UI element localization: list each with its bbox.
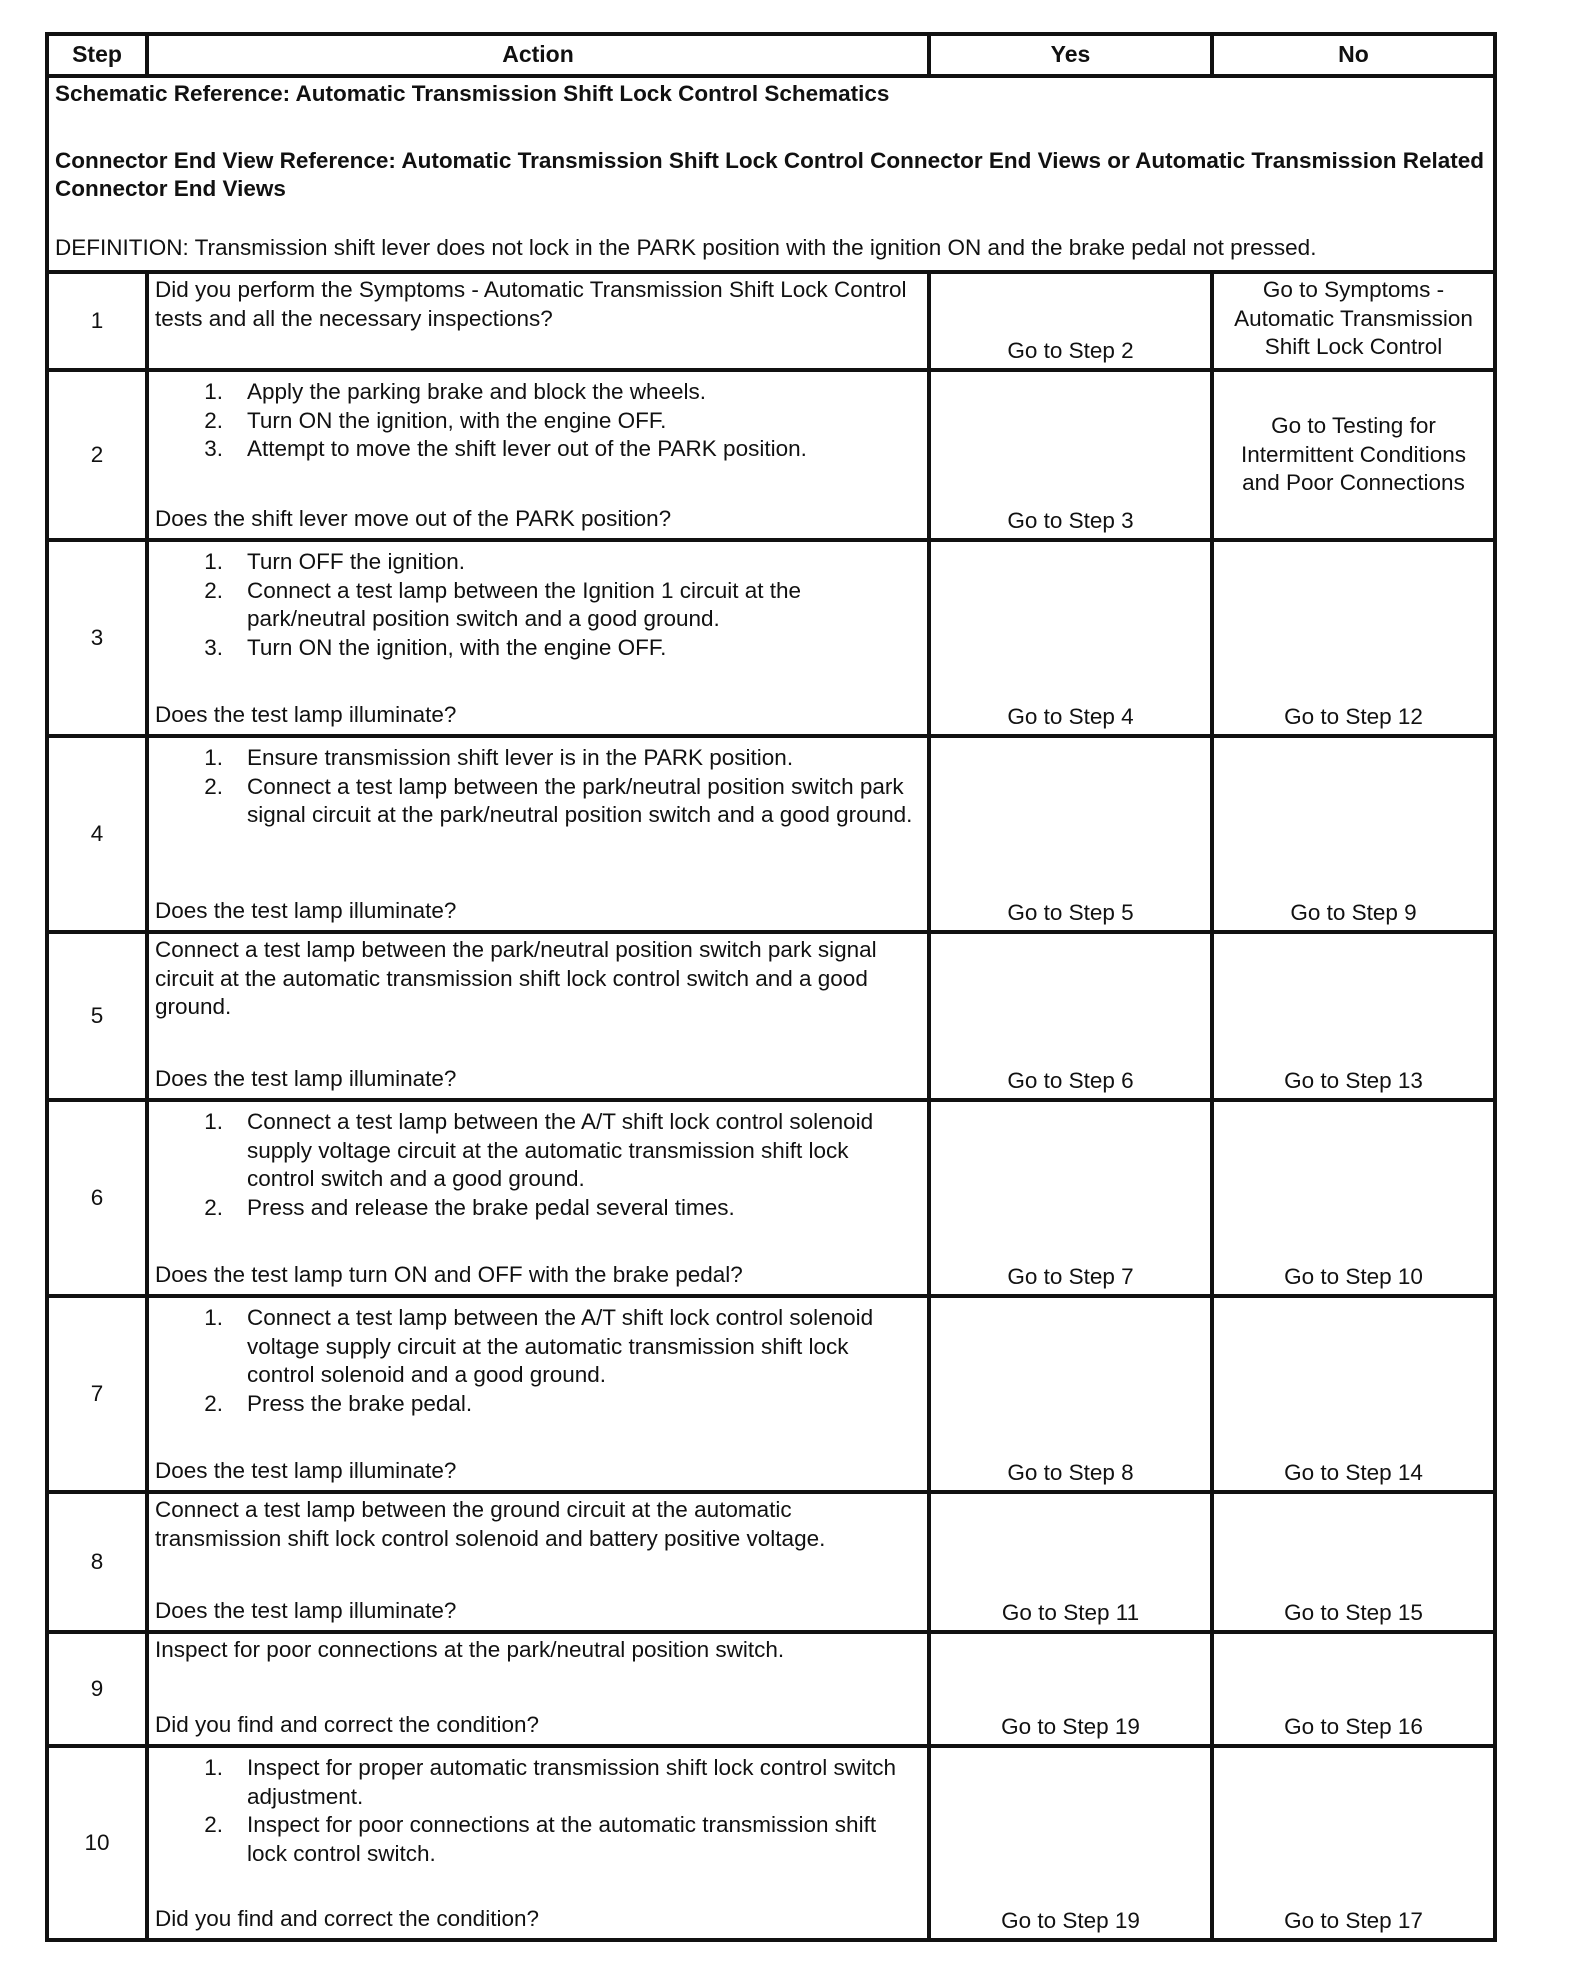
list-item: 1. Apply the parking brake and block the wheels.: [204, 379, 707, 404]
connector-reference: Connector End View Reference: Automatic Transmission Shift Lock Control Connector End Views or Automatic Transmission Related Connector End Views: [55, 147, 1485, 202]
question-text: Does the shift lever move out of the PARK position?: [155, 506, 672, 532]
question-text: Did you find and correct the condition?: [155, 1712, 539, 1738]
no-cell: Go to Symptoms - Automatic Transmission Shift Lock Control: [1212, 272, 1495, 370]
no-cell: Go to Testing for Intermittent Conditions and Poor Connections: [1212, 370, 1495, 540]
step-number: 9: [47, 1632, 147, 1746]
yes-cell: Go to Step 2: [929, 272, 1212, 370]
table-row: [47, 1632, 1495, 1746]
yes-cell: Go to Step 7: [929, 1100, 1212, 1296]
yes-cell: Go to Step 11: [929, 1492, 1212, 1632]
action-text: Connect a test lamp between the ground circuit at the automatic transmission shift lock control solenoid and battery positive voltage.: [155, 1497, 826, 1551]
diagnostic-table-page: [45, 32, 1493, 1942]
table-row: [47, 1296, 1495, 1492]
question-text: Does the test lamp illuminate?: [155, 898, 457, 924]
list-item: 1. Connect a test lamp between the A/T shift lock control solenoid supply voltage circuit at the automatic transmission shift lock control switch and a good ground.: [204, 1109, 874, 1192]
list-item: 3. Attempt to move the shift lever out of the PARK position.: [204, 436, 807, 462]
list-item: 3. Turn ON the ignition, with the engine OFF.: [204, 634, 667, 660]
action-cell: [147, 1100, 929, 1296]
question-text: Does the test lamp illuminate?: [155, 1458, 457, 1484]
step-number: 10: [47, 1746, 147, 1940]
list-item: 1. Ensure transmission shift lever is in the PARK position.: [204, 745, 794, 770]
no-cell: Go to Step 14: [1212, 1296, 1495, 1492]
yes-cell: Go to Step 5: [929, 736, 1212, 932]
action-text: Connect a test lamp between the park/neutral position switch park signal circuit at the automatic transmission shift lock control switch and a good ground.: [155, 937, 877, 1020]
step-number: 3: [47, 540, 147, 736]
table-row: [47, 540, 1495, 736]
action-cell: [147, 1296, 929, 1492]
no-cell: Go to Step 12: [1212, 540, 1495, 736]
table-row: [47, 1746, 1495, 1940]
question-text: Did you find and correct the condition?: [155, 1906, 539, 1932]
step-number: 4: [47, 736, 147, 932]
action-list: [155, 548, 921, 662]
action-cell: [147, 1746, 929, 1940]
header-action: Action: [147, 34, 929, 76]
action-list: [155, 378, 921, 464]
yes-cell: Go to Step 19: [929, 1632, 1212, 1746]
action-text: Inspect for poor connections at the park/neutral position switch.: [155, 1637, 785, 1662]
table-row: [47, 1100, 1495, 1296]
step-number: 7: [47, 1296, 147, 1492]
list-item: 1. Turn OFF the ignition.: [204, 549, 466, 574]
step-number: 1: [47, 272, 147, 370]
step-number: 8: [47, 1492, 147, 1632]
no-cell: Go to Step 16: [1212, 1632, 1495, 1746]
yes-cell: Go to Step 4: [929, 540, 1212, 736]
table-row: [47, 272, 1495, 370]
reference-cell: [47, 76, 1495, 272]
no-cell: Go to Step 15: [1212, 1492, 1495, 1632]
reference-row: [47, 76, 1495, 272]
list-item: 2. Connect a test lamp between the Ignition 1 circuit at the park/neutral position switch and a good ground.: [204, 577, 802, 632]
yes-cell: Go to Step 19: [929, 1746, 1212, 1940]
header-row: [47, 34, 1495, 76]
action-list: [155, 1108, 921, 1222]
list-item: 2. Connect a test lamp between the park/neutral position switch park signal circuit at the park/neutral position switch and a good ground.: [204, 773, 913, 828]
yes-cell: Go to Step 6: [929, 932, 1212, 1100]
list-item: 2. Turn ON the ignition, with the engine OFF.: [204, 407, 667, 433]
action-cell: [147, 1492, 929, 1632]
step-number: 5: [47, 932, 147, 1100]
question-text: Does the test lamp illuminate?: [155, 1066, 457, 1092]
table-row: [47, 736, 1495, 932]
action-cell: [147, 1632, 929, 1746]
list-item: 2. Inspect for poor connections at the automatic transmission shift lock control switch.: [204, 1812, 877, 1866]
header-yes: Yes: [929, 34, 1212, 76]
schematic-reference: Schematic Reference: Automatic Transmission Shift Lock Control Schematics: [55, 81, 890, 106]
no-cell: Go to Step 13: [1212, 932, 1495, 1100]
no-cell: Go to Step 10: [1212, 1100, 1495, 1296]
action-cell: [147, 736, 929, 932]
table-row: [47, 370, 1495, 540]
list-item: 1. Connect a test lamp between the A/T shift lock control solenoid voltage supply circuit at the automatic transmission shift lock control solenoid and a good ground.: [204, 1305, 874, 1388]
step-number: 6: [47, 1100, 147, 1296]
table-row: [47, 1492, 1495, 1632]
action-cell: [147, 932, 929, 1100]
action-list: [155, 744, 921, 830]
question-text: Does the test lamp illuminate?: [155, 702, 457, 728]
action-list: [155, 1754, 921, 1868]
yes-cell: Go to Step 3: [929, 370, 1212, 540]
action-cell: [147, 370, 929, 540]
question-text: Does the test lamp turn ON and OFF with the brake pedal?: [155, 1262, 743, 1288]
action-cell: [147, 272, 929, 370]
header-step: Step: [47, 34, 147, 76]
action-cell: [147, 540, 929, 736]
header-no: No: [1212, 34, 1495, 76]
list-item: 2. Press and release the brake pedal several times.: [204, 1194, 735, 1220]
no-cell: Go to Step 17: [1212, 1746, 1495, 1940]
list-item: 1. Inspect for proper automatic transmission shift lock control switch adjustment.: [204, 1755, 897, 1809]
table-row: [47, 932, 1495, 1100]
action-list: [155, 1304, 921, 1418]
list-item: 2. Press the brake pedal.: [204, 1390, 473, 1416]
no-cell: Go to Step 9: [1212, 736, 1495, 932]
question-text: Does the test lamp illuminate?: [155, 1598, 457, 1624]
yes-cell: Go to Step 8: [929, 1296, 1212, 1492]
step-number: 2: [47, 370, 147, 540]
definition: DEFINITION: Transmission shift lever does not lock in the PARK position with the ignition ON and the brake pedal not pressed.: [55, 234, 1317, 260]
diagnostic-table: [45, 32, 1497, 1942]
action-text: Did you perform the Symptoms - Automatic Transmission Shift Lock Control tests and all the necessary inspections?: [155, 277, 907, 331]
